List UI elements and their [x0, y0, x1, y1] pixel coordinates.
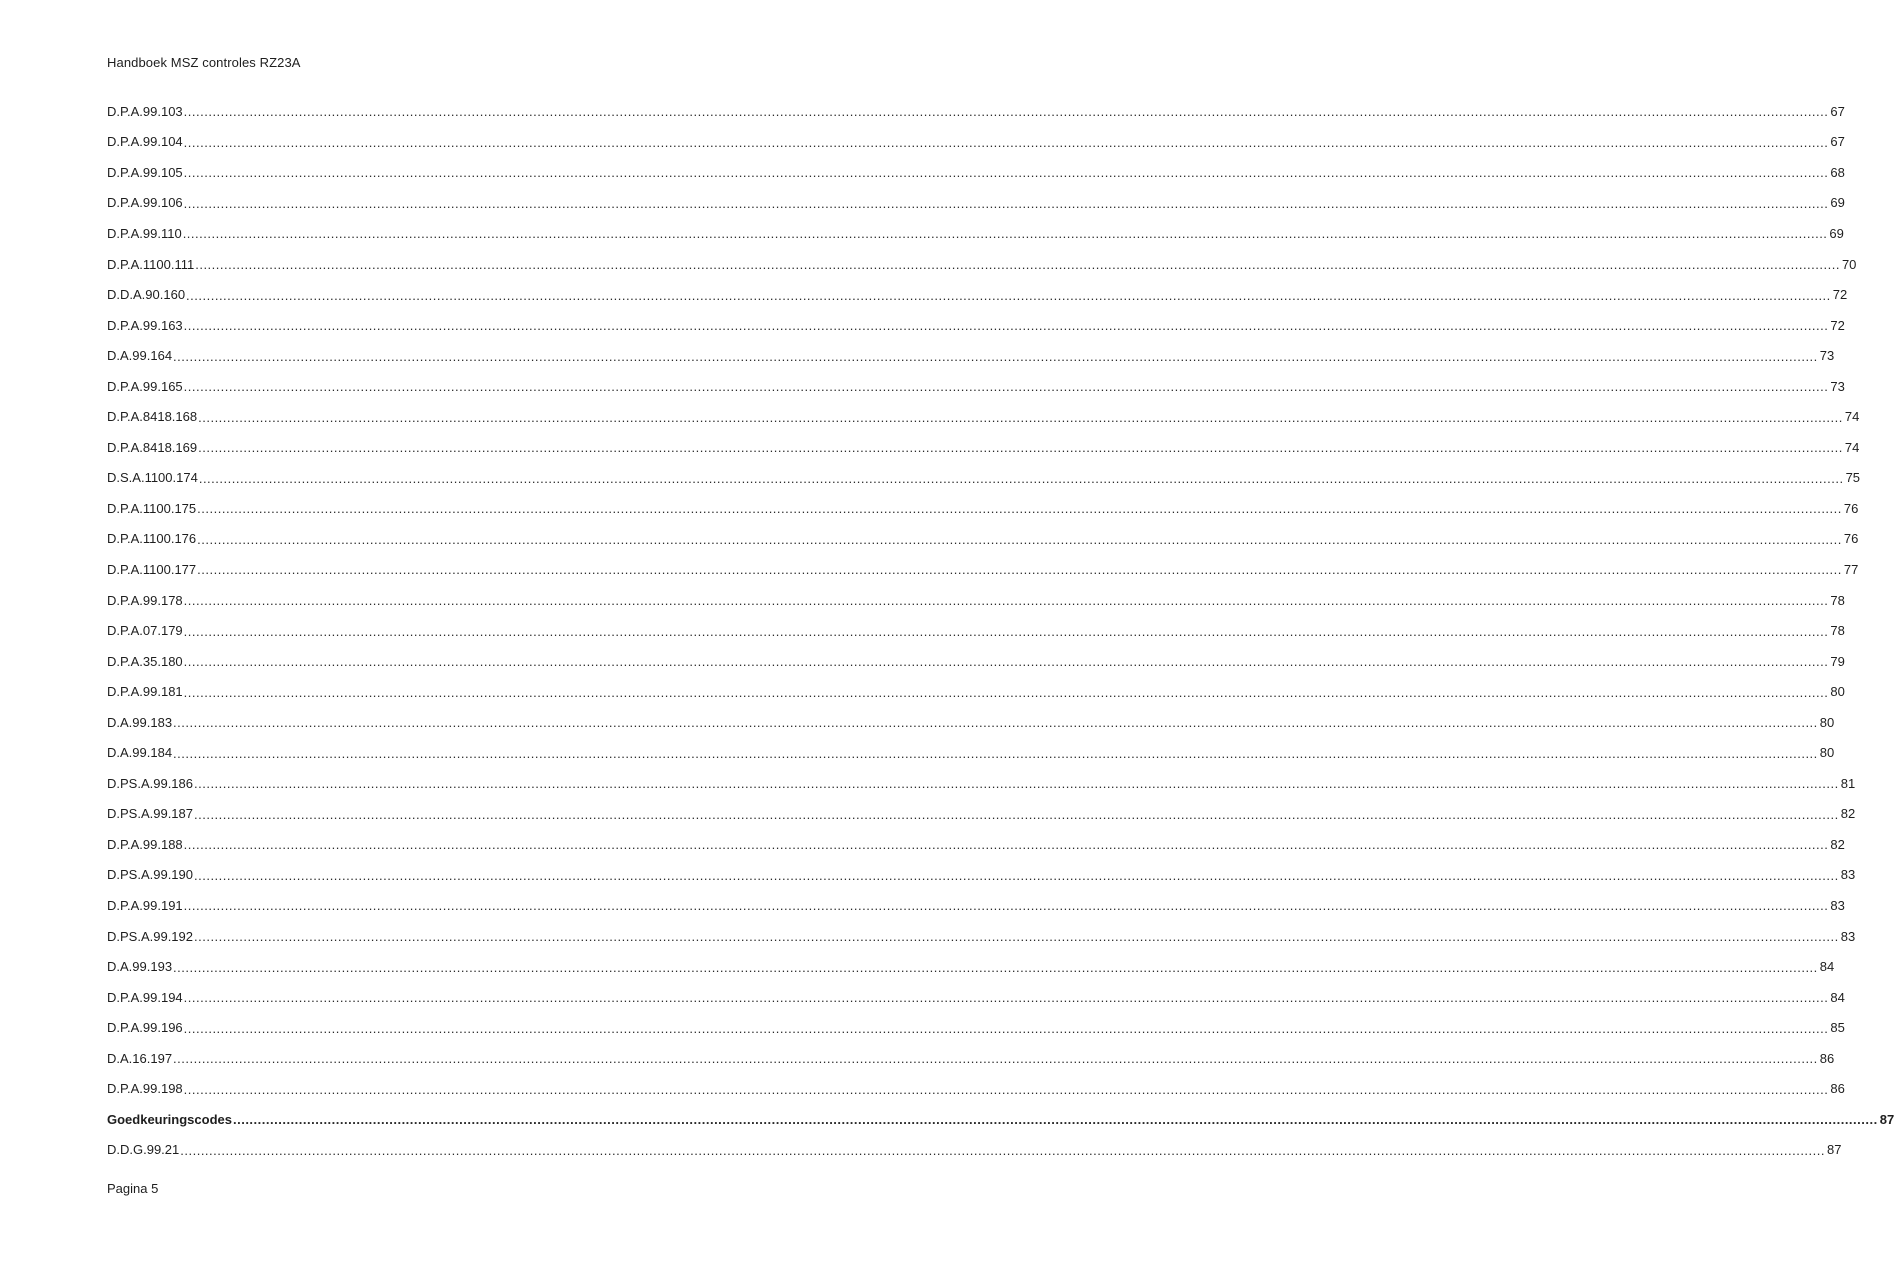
toc-entry[interactable] — [107, 157, 1845, 188]
dot-leader: ................................................................................................................................................................................................................................................................................................................................................................................................................ — [183, 684, 1829, 700]
toc-entry-label: D.A.99.184 — [107, 745, 173, 761]
toc-entry-label: D.P.A.99.196 — [107, 1020, 183, 1036]
toc-entry-label: D.PS.A.99.187 — [107, 806, 193, 822]
toc-entry-page: 75 — [1845, 470, 1861, 486]
toc-entry[interactable] — [107, 1012, 1845, 1043]
toc-entry-page: 78 — [1830, 623, 1845, 639]
toc-entry-label: D.P.A.99.198 — [107, 1081, 183, 1097]
toc-entry-label: D.P.A.99.178 — [107, 592, 183, 608]
toc-entry-page: 67 — [1830, 134, 1845, 150]
toc-entry-page: 84 — [1819, 959, 1835, 975]
toc-entry-page: 69 — [1830, 195, 1845, 211]
toc-entry[interactable] — [107, 707, 1835, 738]
dot-leader: ................................................................................................................................................................................................................................................................................................................................................................................................................ — [183, 318, 1829, 334]
toc-entry-page: 76 — [1843, 531, 1859, 547]
toc-entry-label: D.P.A.99.103 — [107, 103, 183, 119]
toc-entry-page: 86 — [1830, 1081, 1845, 1097]
toc-entry-page: 73 — [1819, 348, 1835, 364]
toc-entry-label: D.PS.A.99.186 — [107, 775, 193, 791]
toc-entry-label: D.P.A.99.188 — [107, 836, 183, 852]
toc-entry[interactable] — [107, 768, 1856, 799]
toc-entry-page: 82 — [1840, 806, 1856, 822]
toc-entry-label: D.P.A.07.179 — [107, 623, 183, 639]
toc-entry-label: D.PS.A.99.192 — [107, 928, 193, 944]
toc-entry-page: 85 — [1830, 1020, 1845, 1036]
dot-leader: ................................................................................................................................................................................................................................................................................................................................................................................................................ — [194, 806, 1839, 822]
dot-leader: ................................................................................................................................................................................................................................................................................................................................................................................................................ — [198, 440, 1843, 456]
running-header: Handboek MSZ controles RZ23A — [107, 55, 301, 70]
toc-entry-page: 83 — [1840, 867, 1856, 883]
toc-entry-page: 72 — [1830, 317, 1845, 333]
toc-entry-label: D.P.A.99.181 — [107, 684, 183, 700]
toc-entry[interactable] — [107, 1074, 1845, 1105]
dot-leader: ................................................................................................................................................................................................................................................................................................................................................................................................................ — [173, 1051, 1818, 1067]
dot-leader: ................................................................................................................................................................................................................................................................................................................................................................................................................ — [183, 990, 1829, 1006]
toc-entry-label: D.P.A.99.163 — [107, 317, 183, 333]
toc-entry-page: 68 — [1830, 164, 1845, 180]
toc-entry-label: D.P.A.99.191 — [107, 897, 183, 913]
dot-leader: ................................................................................................................................................................................................................................................................................................................................................................................................................ — [183, 623, 1829, 639]
toc-entry-page: 80 — [1819, 745, 1835, 761]
dot-leader: ................................................................................................................................................................................................................................................................................................................................................................................................................ — [183, 134, 1829, 150]
toc-entry-label: D.P.A.8418.169 — [107, 439, 198, 455]
toc-entry-label: D.A.99.183 — [107, 714, 173, 730]
toc-entry-page: 80 — [1830, 684, 1845, 700]
toc-entry-label: D.P.A.99.165 — [107, 378, 183, 394]
toc-entry-page: 74 — [1844, 409, 1860, 425]
dot-leader: ................................................................................................................................................................................................................................................................................................................................................................................................................ — [182, 226, 1828, 242]
toc-entry-page: 69 — [1829, 225, 1844, 241]
toc-entry[interactable] — [107, 371, 1845, 402]
toc-entry[interactable] — [107, 1135, 1842, 1166]
toc-entry-page: 78 — [1830, 592, 1845, 608]
dot-leader: ................................................................................................................................................................................................................................................................................................................................................................................................................ — [183, 593, 1829, 609]
toc-entry-label: D.P.A.8418.168 — [107, 409, 198, 425]
toc-entry-page: 83 — [1840, 928, 1856, 944]
toc-entry-label: D.PS.A.99.190 — [107, 867, 193, 883]
dot-leader: ................................................................................................................................................................................................................................................................................................................................................................................................................ — [173, 715, 1818, 731]
toc-entry-page: 67 — [1830, 103, 1845, 119]
dot-leader: ................................................................................................................................................................................................................................................................................................................................................................................................................ — [197, 562, 1842, 578]
dot-leader: ................................................................................................................................................................................................................................................................................................................................................................................................................ — [183, 1020, 1829, 1036]
toc-entry-label: D.P.A.99.110 — [107, 225, 182, 241]
toc-entry[interactable] — [107, 524, 1859, 555]
toc-entry[interactable] — [107, 890, 1845, 921]
toc-entry-page: 73 — [1830, 378, 1845, 394]
toc-entry[interactable] — [107, 676, 1845, 707]
toc-entry[interactable] — [107, 951, 1835, 982]
toc-entry-label: Goedkeuringscodes — [107, 1111, 232, 1127]
toc-entry-page: 70 — [1841, 256, 1857, 272]
toc-entry-page: 84 — [1830, 989, 1845, 1005]
dot-leader: ................................................................................................................................................................................................................................................................................................................................................................................................................ — [197, 501, 1842, 517]
toc-entry-page: 82 — [1830, 836, 1845, 852]
toc-entry[interactable] — [107, 737, 1835, 768]
dot-leader: ................................................................................................................................................................................................................................................................................................................................................................................................................ — [183, 195, 1829, 211]
toc-entry[interactable] — [107, 860, 1856, 891]
toc-entry-label: D.D.G.99.21 — [107, 1142, 180, 1158]
toc-entry[interactable] — [107, 401, 1860, 432]
toc-entry[interactable] — [107, 554, 1859, 585]
toc-entry[interactable] — [107, 96, 1845, 127]
toc-entry-page: 86 — [1819, 1050, 1835, 1066]
toc-entry[interactable] — [107, 585, 1845, 616]
toc-entry-label: D.D.A.90.160 — [107, 287, 186, 303]
dot-leader: ................................................................................................................................................................................................................................................................................................................................................................................................................ — [194, 776, 1839, 792]
toc-entry-label: D.S.A.1100.174 — [107, 470, 198, 486]
toc-entry-page: 83 — [1830, 897, 1845, 913]
dot-leader: ................................................................................................................................................................................................................................................................................................................................................................................................................ — [186, 287, 1831, 303]
toc-entry-page: 80 — [1819, 714, 1835, 730]
toc-entry[interactable] — [107, 432, 1860, 463]
toc-entry-page: 87 — [1879, 1111, 1894, 1127]
toc-entry-page: 87 — [1827, 1142, 1842, 1158]
toc-entry-label: D.P.A.1100.177 — [107, 561, 197, 577]
toc-entry-label: D.P.A.1100.176 — [107, 531, 197, 547]
dot-leader: ................................................................................................................................................................................................................................................................................................................................................................................................................ — [183, 654, 1829, 670]
toc-entry-page: 77 — [1843, 561, 1859, 577]
toc-entry-label: D.A.99.164 — [107, 348, 173, 364]
toc-entry-page: 79 — [1830, 653, 1845, 669]
toc-entry-label: D.A.99.193 — [107, 959, 173, 975]
dot-leader: ................................................................................................................................................................................................................................................................................................................................................................................................................ — [173, 348, 1818, 364]
toc-entry[interactable] — [107, 127, 1845, 158]
toc-entry[interactable] — [107, 463, 1861, 494]
toc-entry[interactable] — [107, 829, 1845, 860]
toc-entry[interactable] — [107, 279, 1848, 310]
dot-leader: ................................................................................................................................................................................................................................................................................................................................................................................................................ — [173, 959, 1818, 975]
toc-entry[interactable] — [107, 340, 1835, 371]
dot-leader: ................................................................................................................................................................................................................................................................................................................................................................................................................ — [194, 867, 1839, 883]
dot-leader: ................................................................................................................................................................................................................................................................................................................................................................................................................ — [183, 837, 1829, 853]
toc-entry-label: D.P.A.1100.111 — [107, 256, 195, 272]
toc-entry-page: 81 — [1840, 775, 1856, 791]
toc-entry-page: 74 — [1844, 439, 1860, 455]
footer-label: Pagina — [107, 1181, 148, 1196]
dot-leader: ................................................................................................................................................................................................................................................................................................................................................................................................................ — [183, 165, 1829, 181]
toc-entry[interactable] — [107, 646, 1845, 677]
dot-leader: ................................................................................................................................................................................................................................................................................................................................................................................................................ — [198, 470, 1844, 486]
dot-leader: ................................................................................................................................................................................................................................................................................................................................................................................................................ — [198, 409, 1843, 425]
toc-entry[interactable] — [107, 188, 1845, 219]
toc-entry[interactable] — [107, 1043, 1835, 1074]
toc-entry-label: D.P.A.1100.175 — [107, 500, 197, 516]
toc-entry[interactable] — [107, 799, 1856, 830]
dot-leader: ................................................................................................................................................................................................................................................................................................................................................................................................................ — [173, 745, 1818, 761]
toc-entry-label: D.A.16.197 — [107, 1050, 173, 1066]
dot-leader: ................................................................................................................................................................................................................................................................................................................................................................................................................ — [183, 379, 1829, 395]
toc-entry-label: D.P.A.99.105 — [107, 164, 183, 180]
dot-leader: ................................................................................................................................................................................................................................................................................................................................................................................................................ — [180, 1142, 1825, 1158]
toc-entry-page: 72 — [1832, 287, 1848, 303]
dot-leader: ................................................................................................................................................................................................................................................................................................................................................................................................................ — [183, 104, 1829, 120]
toc-entry[interactable] — [107, 1104, 1894, 1135]
toc-entry[interactable] — [107, 921, 1856, 952]
toc-entry-label: D.P.A.99.194 — [107, 989, 183, 1005]
toc-entry[interactable] — [107, 615, 1845, 646]
dot-leader: ................................................................................................................................................................................................................................................................................................................................................................................................................ — [197, 531, 1842, 547]
dot-leader: ................................................................................................................................................................................................................................................................................................................................................................................................................ — [195, 257, 1840, 272]
toc-entry-label: D.P.A.99.106 — [107, 195, 183, 211]
table-of-contents — [107, 96, 1894, 1165]
toc-entry-page: 76 — [1843, 500, 1859, 516]
footer-page-number: 5 — [151, 1181, 159, 1196]
toc-entry[interactable] — [107, 982, 1845, 1013]
dot-leader: ................................................................................................................................................................................................................................................................................................................................................................................................................ — [232, 1112, 1878, 1128]
dot-leader: ................................................................................................................................................................................................................................................................................................................................................................................................................ — [183, 1081, 1829, 1097]
toc-entry-label: D.P.A.99.104 — [107, 134, 183, 150]
page-footer — [107, 1181, 158, 1196]
dot-leader: ................................................................................................................................................................................................................................................................................................................................................................................................................ — [183, 898, 1829, 914]
toc-entry[interactable] — [107, 493, 1859, 524]
toc-entry-label: D.P.A.35.180 — [107, 653, 183, 669]
dot-leader: ................................................................................................................................................................................................................................................................................................................................................................................................................ — [194, 929, 1839, 945]
toc-entry[interactable] — [107, 218, 1844, 249]
toc-entry[interactable] — [107, 249, 1857, 280]
toc-entry[interactable] — [107, 310, 1845, 341]
